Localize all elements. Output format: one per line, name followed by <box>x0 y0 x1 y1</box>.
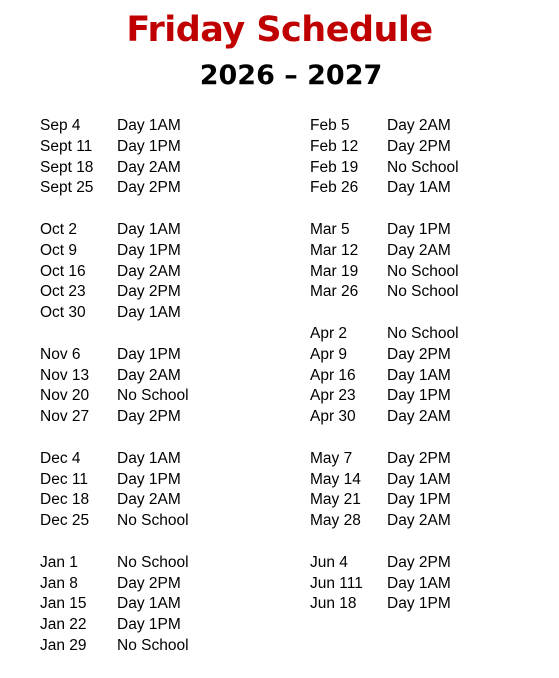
schedule-date: Jun 111 <box>310 574 363 592</box>
schedule-date: Apr 9 <box>310 345 348 363</box>
schedule-row <box>310 449 459 470</box>
schedule-date: Nov 6 <box>40 345 81 363</box>
schedule-day-type: Day 2AM <box>117 158 181 176</box>
schedule-day-type: Day 1PM <box>117 241 181 259</box>
schedule-row <box>310 220 459 241</box>
schedule-day-type: No School <box>387 262 459 280</box>
month-group <box>40 116 189 199</box>
schedule-row <box>40 178 189 199</box>
schedule-row <box>40 553 189 574</box>
month-group <box>40 553 189 657</box>
schedule-row <box>310 511 459 532</box>
schedule-day-type: Day 2AM <box>387 408 451 426</box>
month-group <box>40 345 189 428</box>
schedule-date: Sep 4 <box>40 117 81 134</box>
schedule-date: Oct 16 <box>40 262 86 280</box>
schedule-row <box>40 262 189 283</box>
schedule-day-type: No School <box>117 512 189 530</box>
month-group <box>40 220 189 324</box>
schedule-day-type: Day 1PM <box>117 345 181 363</box>
schedule-row <box>310 366 459 387</box>
schedule-date: Mar 5 <box>310 220 350 238</box>
schedule-row <box>310 386 459 407</box>
schedule-date: Jan 15 <box>40 595 87 613</box>
schedule-day-type: Day 1PM <box>387 220 451 238</box>
schedule-row <box>310 574 459 595</box>
schedule-row <box>310 262 459 283</box>
schedule-column-right <box>310 116 459 636</box>
schedule-day-type: Day 2PM <box>387 449 451 467</box>
schedule-row <box>40 345 189 366</box>
schedule-column-left <box>40 116 189 678</box>
schedule-date: Mar 19 <box>310 262 359 280</box>
schedule-day-type: Day 2PM <box>387 345 451 363</box>
schedule-row <box>40 449 189 470</box>
schedule-day-type: Day 2AM <box>387 512 451 530</box>
schedule-row <box>40 220 189 241</box>
schedule-date: Jan 22 <box>40 616 87 634</box>
schedule-date: Jan 29 <box>40 636 87 654</box>
schedule-date: May 7 <box>310 449 353 467</box>
schedule-row <box>310 137 459 158</box>
schedule-row <box>310 594 459 615</box>
schedule-row <box>40 241 189 262</box>
schedule-date: Apr 2 <box>310 324 348 342</box>
schedule-date: Sept 25 <box>40 179 94 197</box>
schedule-row <box>40 594 189 615</box>
schedule-day-type: Day 2PM <box>117 408 181 426</box>
month-group <box>310 324 459 428</box>
schedule-date: Nov 27 <box>40 408 90 426</box>
schedule-day-type: No School <box>117 387 189 405</box>
schedule-day-type: Day 2PM <box>117 574 181 592</box>
schedule-row <box>40 636 189 657</box>
schedule-day-type: Day 1AM <box>387 574 451 592</box>
schedule-day-type: Day 2PM <box>387 553 451 571</box>
schedule-date: Mar 12 <box>310 241 359 259</box>
schedule-row <box>310 345 459 366</box>
schedule-row <box>40 158 189 179</box>
schedule-day-type: Day 1AM <box>117 304 181 322</box>
schedule-row <box>40 282 189 303</box>
schedule-day-type: Day 2AM <box>117 366 181 384</box>
schedule-day-type: Day 1AM <box>387 470 451 488</box>
schedule-row <box>40 386 189 407</box>
schedule-row <box>40 137 189 158</box>
schedule-day-type: Day 1AM <box>117 449 181 467</box>
schedule-date: Oct 30 <box>40 304 86 322</box>
school-year-subtitle: 2026 – 2027 <box>199 60 383 91</box>
schedule-day-type: Day 2AM <box>387 241 451 259</box>
schedule-row <box>310 324 459 345</box>
schedule-row <box>310 407 459 428</box>
schedule-day-type: Day 2AM <box>387 117 451 134</box>
schedule-day-type: Day 1PM <box>117 137 181 155</box>
schedule-date: Feb 19 <box>310 158 359 176</box>
schedule-date: Feb 12 <box>310 137 359 155</box>
schedule-date: May 14 <box>310 470 361 488</box>
schedule-day-type: Day 2AM <box>117 491 181 509</box>
schedule-day-type: No School <box>387 283 459 301</box>
schedule-day-type: Day 1PM <box>387 387 451 405</box>
schedule-date: Feb 26 <box>310 179 359 197</box>
schedule-row <box>310 282 459 303</box>
schedule-row <box>40 407 189 428</box>
schedule-day-type: No School <box>387 324 459 342</box>
schedule-day-type: Day 1AM <box>387 179 451 197</box>
schedule-date: Apr 23 <box>310 387 356 405</box>
schedule-day-type: No School <box>117 636 189 654</box>
schedule-date: Jun 4 <box>310 553 348 571</box>
schedule-date: Jan 8 <box>40 574 78 592</box>
schedule-row <box>40 116 189 137</box>
schedule-row <box>310 241 459 262</box>
page-title: Friday Schedule <box>126 10 433 50</box>
schedule-date: Sept 18 <box>40 158 94 176</box>
schedule-day-type: Day 1PM <box>117 616 181 634</box>
schedule-row <box>40 470 189 491</box>
schedule-day-type: Day 1AM <box>117 595 181 613</box>
schedule-date: Dec 11 <box>40 470 88 488</box>
schedule-row <box>310 553 459 574</box>
schedule-day-type: No School <box>387 158 459 176</box>
schedule-day-type: No School <box>117 553 189 571</box>
schedule-date: May 21 <box>310 491 361 509</box>
schedule-date: Feb 5 <box>310 117 350 134</box>
schedule-date: Sept 11 <box>40 137 93 155</box>
month-group <box>40 449 189 532</box>
schedule-date: Dec 18 <box>40 491 90 509</box>
schedule-day-type: Day 1PM <box>387 491 451 509</box>
schedule-day-type: Day 1AM <box>117 220 181 238</box>
schedule-date: May 28 <box>310 512 361 530</box>
schedule-date: Jun 18 <box>310 595 357 613</box>
schedule-row <box>310 490 459 511</box>
schedule-row <box>40 615 189 636</box>
schedule-date: Nov 20 <box>40 387 90 405</box>
schedule-row <box>310 158 459 179</box>
schedule-date: Nov 13 <box>40 366 90 384</box>
schedule-day-type: Day 1AM <box>117 117 181 134</box>
schedule-date: Oct 9 <box>40 241 78 259</box>
schedule-date: Dec 4 <box>40 449 81 467</box>
schedule-row <box>40 366 189 387</box>
schedule-row <box>310 178 459 199</box>
schedule-row <box>310 116 459 137</box>
month-group <box>310 553 459 615</box>
schedule-date: Apr 16 <box>310 366 356 384</box>
schedule-row <box>40 511 189 532</box>
schedule-day-type: Day 1PM <box>387 595 451 613</box>
schedule-date: Mar 26 <box>310 283 359 301</box>
schedule-row <box>40 574 189 595</box>
schedule-day-type: Day 2PM <box>117 283 181 301</box>
schedule-date: Dec 25 <box>40 512 90 530</box>
schedule-date: Apr 30 <box>310 408 356 426</box>
month-group <box>310 220 459 303</box>
schedule-date: Oct 2 <box>40 220 78 238</box>
schedule-row <box>310 470 459 491</box>
month-group <box>310 116 459 199</box>
schedule-day-type: Day 1PM <box>117 470 181 488</box>
schedule-row <box>40 490 189 511</box>
month-group <box>310 449 459 532</box>
schedule-day-type: Day 2PM <box>117 179 181 197</box>
schedule-day-type: Day 2PM <box>387 137 451 155</box>
schedule-date: Oct 23 <box>40 283 86 301</box>
schedule-day-type: Day 2AM <box>117 262 181 280</box>
schedule-row <box>40 303 189 324</box>
schedule-day-type: Day 1AM <box>387 366 451 384</box>
schedule-date: Jan 1 <box>40 553 78 571</box>
